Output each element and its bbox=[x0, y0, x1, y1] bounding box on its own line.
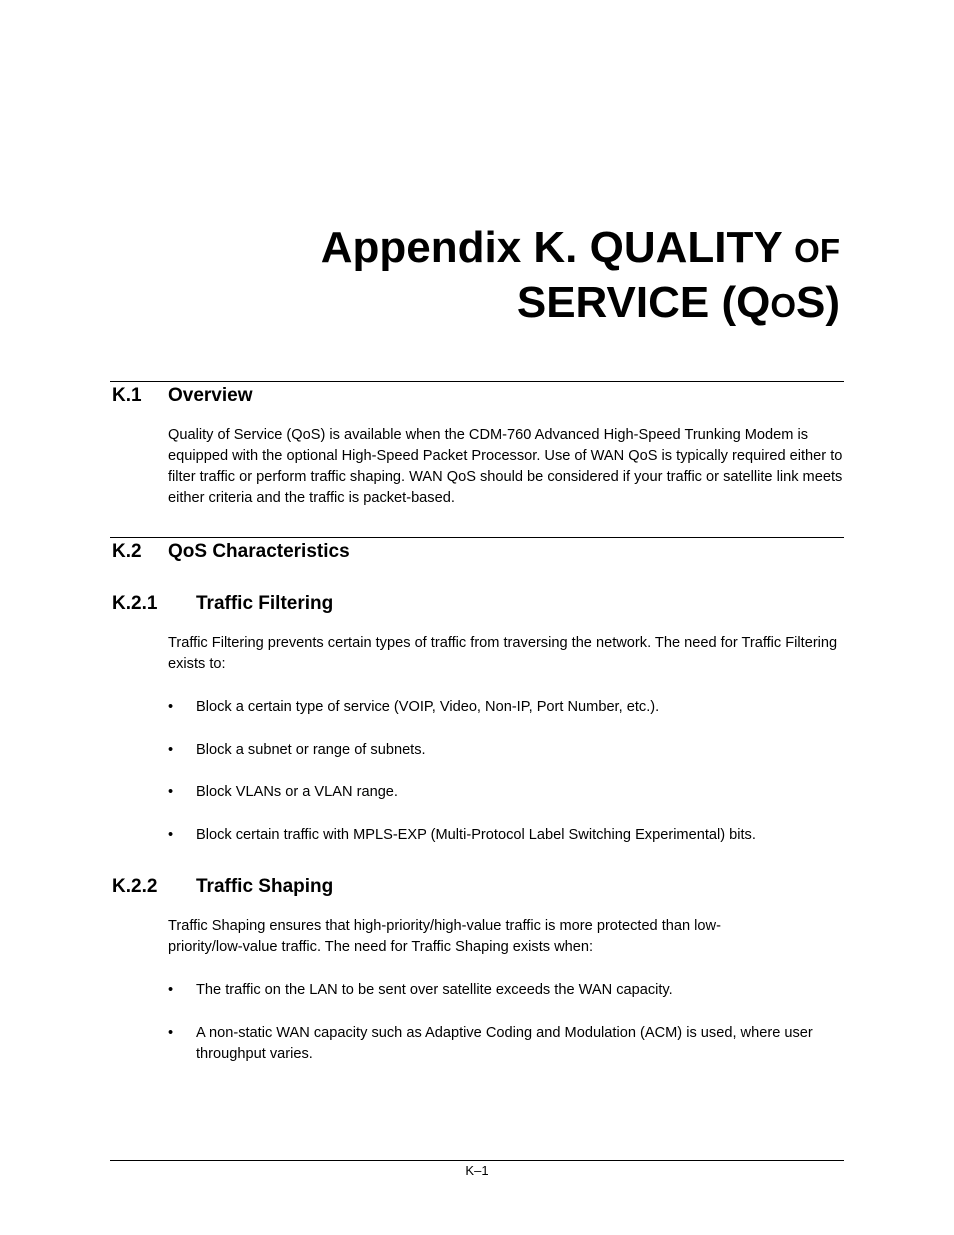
list-item bbox=[168, 825, 844, 846]
title-main-text: Appendix K. QUALITY bbox=[320, 223, 795, 272]
section-rule-k2 bbox=[110, 537, 844, 538]
list-item bbox=[168, 980, 844, 1001]
appendix-title bbox=[321, 222, 840, 332]
bullet-icon: • bbox=[168, 1025, 174, 1041]
bullet-icon: • bbox=[168, 699, 174, 715]
title-service-text: SERVICE (Q bbox=[516, 278, 771, 327]
subsection-heading-k22 bbox=[112, 875, 333, 899]
page-number: K–1 bbox=[465, 1163, 489, 1178]
bullet-icon: • bbox=[168, 742, 174, 758]
traffic-shaping-paragraph: Traffic Shaping ensures that high-priority/high-value traffic is more protected than low-priority/low-value traffic. The need for Traffic Shaping exists when: bbox=[168, 918, 721, 955]
title-small-caps-of: OF bbox=[794, 232, 840, 269]
subsection-title: Traffic Shaping bbox=[196, 876, 334, 897]
list-item-text: A non-static WAN capacity such as Adaptive Coding and Modulation (ACM) is used, where user throughput varies. bbox=[196, 1025, 813, 1062]
list-item-text: Block VLANs or a VLAN range. bbox=[196, 784, 398, 800]
list-item-text: Block a certain type of service (VOIP, Video, Non-IP, Port Number, etc.). bbox=[196, 699, 660, 715]
traffic-filtering-paragraph: Traffic Filtering prevents certain types of traffic from traversing the network. The need for Traffic Filtering exists to: bbox=[168, 635, 838, 672]
list-item bbox=[168, 697, 844, 718]
bullet-icon: • bbox=[168, 784, 174, 800]
section-rule-k1 bbox=[110, 381, 844, 382]
subsection-number: K.2.2 bbox=[112, 876, 158, 897]
list-item-text: Block certain traffic with MPLS-EXP (Multi-Protocol Label Switching Experimental) bits. bbox=[196, 827, 756, 843]
list-item bbox=[168, 740, 844, 761]
section-number: K.2 bbox=[112, 541, 142, 562]
title-line-1 bbox=[321, 222, 840, 277]
overview-paragraph: Quality of Service (QoS) is available when the CDM-760 Advanced High-Speed Trunking Modem is equipped with the optional High-Speed Packet Processor. Use of WAN QoS is typically required either to filter traffic or perform traffic shaping. WAN QoS should be considered if your traffic or satellite link meets either criteria and the traffic is packet-based. bbox=[168, 427, 843, 506]
list-item-text: Block a subnet or range of subnets. bbox=[196, 742, 426, 758]
list-item bbox=[168, 1023, 828, 1065]
footer-rule bbox=[110, 1160, 844, 1161]
subsection-title: Traffic Filtering bbox=[196, 593, 334, 614]
bullet-icon: • bbox=[168, 982, 174, 998]
section-heading-k2 bbox=[112, 540, 350, 564]
bullet-icon: • bbox=[168, 827, 174, 843]
section-title: Overview bbox=[168, 385, 253, 406]
title-line-2 bbox=[321, 277, 840, 332]
title-closing-text: S) bbox=[796, 278, 840, 327]
subsection-heading-k21 bbox=[112, 592, 333, 616]
title-small-caps-o: O bbox=[770, 287, 796, 324]
list-item-text: The traffic on the LAN to be sent over satellite exceeds the WAN capacity. bbox=[196, 982, 673, 998]
list-item bbox=[168, 782, 844, 803]
section-title: QoS Characteristics bbox=[168, 541, 350, 562]
section-heading-k1 bbox=[112, 384, 253, 408]
subsection-number: K.2.1 bbox=[112, 593, 158, 614]
section-number: K.1 bbox=[112, 385, 142, 406]
